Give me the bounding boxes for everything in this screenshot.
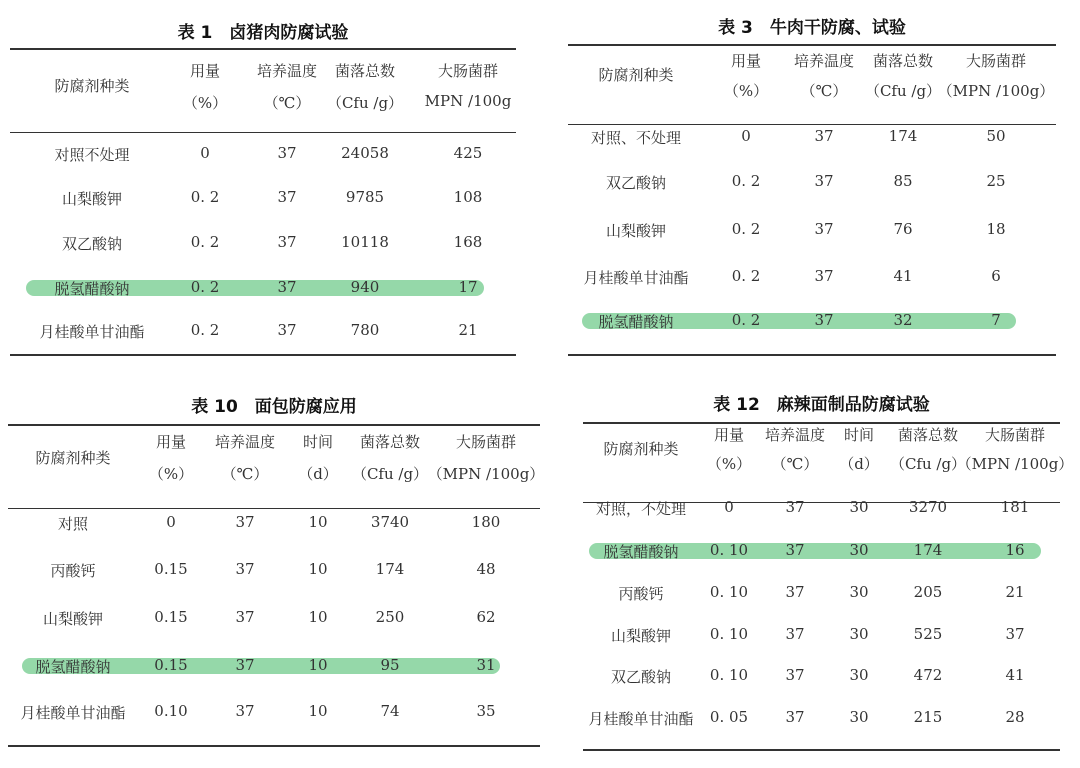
- column-header: （℃）: [221, 465, 269, 483]
- table-cell: 丙酸钙: [50, 562, 96, 580]
- table-cell: 205: [913, 583, 943, 601]
- table-cell: 10: [308, 608, 328, 626]
- table-rule: [583, 749, 1060, 751]
- table-cell: 37: [785, 666, 805, 684]
- table-cell: 0.15: [154, 608, 188, 626]
- table-rule: [8, 508, 540, 509]
- column-header: 培养温度: [256, 62, 318, 80]
- column-header: 菌落总数: [897, 426, 959, 444]
- column-header: （℃）: [263, 94, 311, 112]
- column-header: （d）: [839, 455, 879, 473]
- table-title: 表 3 牛肉干防腐、试验: [718, 18, 906, 38]
- table-cell: 37: [814, 267, 834, 285]
- table-cell: 37: [277, 321, 297, 339]
- table-cell: 37: [785, 498, 805, 516]
- table-1: [10, 14, 516, 358]
- column-header: 时间: [302, 433, 334, 451]
- table-cell: 对照，不处理: [595, 500, 687, 518]
- table-cell: 62: [476, 608, 496, 626]
- column-header: （Cfu /g）: [889, 455, 967, 473]
- table-cell: 41: [893, 267, 913, 285]
- table-cell: 37: [277, 144, 297, 162]
- highlighted-cell: 脱氢醋酸钠: [35, 658, 111, 676]
- table-cell: 双乙酸钠: [61, 235, 123, 253]
- table-cell: 37: [277, 233, 297, 251]
- column-header: 大肠菌群: [455, 433, 517, 451]
- highlighted-cell: 37: [277, 278, 297, 296]
- table-cell: 3740: [370, 513, 410, 531]
- table-cell: 0. 10: [709, 625, 749, 643]
- table-cell: 对照: [57, 515, 89, 533]
- table-cell: 30: [849, 583, 869, 601]
- table-cell: 0. 2: [731, 172, 761, 190]
- column-header: 培养温度: [764, 426, 826, 444]
- table-12: [583, 390, 1074, 753]
- table-cell: 0. 2: [190, 233, 220, 251]
- table-cell: 0.15: [154, 560, 188, 578]
- table-cell: 对照不处理: [54, 146, 130, 164]
- highlighted-cell: 174: [913, 541, 943, 559]
- table-cell: 181: [1000, 498, 1030, 516]
- table-cell: 0. 2: [190, 188, 220, 206]
- table-cell: 35: [476, 702, 496, 720]
- table-cell: 山梨酸钾: [61, 190, 123, 208]
- table-cell: 85: [893, 172, 913, 190]
- highlighted-cell: 32: [893, 311, 913, 329]
- table-cell: 472: [913, 666, 943, 684]
- table-cell: 37: [235, 560, 255, 578]
- column-header: 时间: [843, 426, 875, 444]
- highlighted-cell: 37: [785, 541, 805, 559]
- table-cell: 37: [277, 188, 297, 206]
- column-header: 防腐剂种类: [603, 440, 679, 458]
- table-rule: [568, 124, 1056, 125]
- table-cell: 37: [235, 513, 255, 531]
- table-cell: 双乙酸钠: [610, 668, 672, 686]
- column-header: 防腐剂种类: [54, 77, 130, 95]
- table-10: [8, 392, 545, 749]
- highlighted-cell: 37: [235, 656, 255, 674]
- column-header: （Cfu /g）: [326, 94, 404, 112]
- column-header: 用量: [189, 62, 221, 80]
- table-cell: 0. 10: [709, 666, 749, 684]
- column-header: 防腐剂种类: [35, 449, 111, 467]
- table-cell: 37: [785, 708, 805, 726]
- column-header: 用量: [730, 52, 762, 70]
- highlighted-cell: 31: [476, 656, 496, 674]
- column-header: （%）: [706, 455, 752, 473]
- table-title: 表 10 面包防腐应用: [191, 397, 357, 417]
- table-cell: 9785: [345, 188, 385, 206]
- table-rule: [10, 48, 516, 50]
- table-cell: 37: [814, 172, 834, 190]
- table-cell: 0: [741, 127, 751, 145]
- table-cell: 0: [166, 513, 176, 531]
- column-header: 培养温度: [793, 52, 855, 70]
- column-header: 培养温度: [214, 433, 276, 451]
- table-rule: [10, 132, 516, 133]
- column-header: 大肠菌群: [437, 62, 499, 80]
- table-cell: 37: [785, 583, 805, 601]
- table-rule: [8, 424, 540, 426]
- column-header: （MPN /100g）: [937, 82, 1055, 100]
- column-header: （℃）: [771, 455, 819, 473]
- column-header: 防腐剂种类: [598, 66, 674, 84]
- table-cell: 174: [888, 127, 918, 145]
- highlighted-cell: 940: [350, 278, 380, 296]
- column-header: （MPN /100g）: [427, 465, 545, 483]
- table-title: 表 12 麻辣面制品防腐试验: [713, 395, 930, 415]
- column-header: 菌落总数: [359, 433, 421, 451]
- highlighted-cell: 脱氢醋酸钠: [54, 280, 130, 298]
- table-cell: 25: [986, 172, 1006, 190]
- table-cell: 21: [1005, 583, 1025, 601]
- table-cell: 10: [308, 560, 328, 578]
- highlighted-cell: 16: [1005, 541, 1025, 559]
- table-cell: 30: [849, 708, 869, 726]
- table-cell: 41: [1005, 666, 1025, 684]
- table-cell: 月桂酸单甘油酯: [583, 269, 689, 287]
- table-3: [568, 10, 1056, 358]
- column-header: （%）: [148, 465, 194, 483]
- table-rule: [568, 354, 1056, 356]
- highlighted-cell: 17: [458, 278, 478, 296]
- table-cell: 37: [814, 220, 834, 238]
- table-cell: 74: [380, 702, 400, 720]
- table-cell: 37: [1005, 625, 1025, 643]
- column-header: （Cfu /g）: [351, 465, 429, 483]
- table-rule: [8, 745, 540, 747]
- table-cell: 30: [849, 498, 869, 516]
- table-cell: 18: [986, 220, 1006, 238]
- table-cell: 780: [350, 321, 380, 339]
- table-cell: 月桂酸单甘油酯: [588, 710, 694, 728]
- table-cell: 0. 05: [709, 708, 749, 726]
- table-cell: 山梨酸钾: [610, 627, 672, 645]
- table-title: 表 1 卤猪肉防腐试验: [177, 23, 349, 43]
- column-header: （Cfu /g）: [864, 82, 942, 100]
- table-cell: 21: [458, 321, 478, 339]
- table-cell: 0: [724, 498, 734, 516]
- table-rule: [10, 354, 516, 356]
- table-cell: 山梨酸钾: [42, 610, 104, 628]
- highlighted-cell: 0. 10: [709, 541, 749, 559]
- table-cell: 10118: [341, 233, 389, 251]
- table-cell: 0. 2: [731, 220, 761, 238]
- column-header: （d）: [298, 465, 338, 483]
- highlighted-cell: 10: [308, 656, 328, 674]
- table-cell: 对照、不处理: [590, 129, 682, 147]
- highlighted-cell: 脱氢醋酸钠: [603, 543, 679, 561]
- table-cell: 10: [308, 513, 328, 531]
- table-cell: 0. 2: [190, 321, 220, 339]
- highlighted-cell: 脱氢醋酸钠: [598, 313, 674, 331]
- highlighted-cell: 95: [380, 656, 400, 674]
- table-cell: 215: [913, 708, 943, 726]
- table-cell: 双乙酸钠: [605, 174, 667, 192]
- column-header: （%）: [182, 94, 228, 112]
- table-cell: 525: [913, 625, 943, 643]
- table-cell: 50: [986, 127, 1006, 145]
- highlighted-cell: 7: [991, 311, 1001, 329]
- table-cell: 0. 2: [731, 267, 761, 285]
- table-cell: 37: [785, 625, 805, 643]
- table-cell: 250: [375, 608, 405, 626]
- table-cell: 月桂酸单甘油酯: [39, 323, 145, 341]
- table-cell: 10: [308, 702, 328, 720]
- table-rule: [568, 44, 1056, 46]
- table-cell: 0: [200, 144, 210, 162]
- table-cell: 425: [453, 144, 483, 162]
- table-cell: 丙酸钙: [618, 585, 664, 603]
- table-cell: 月桂酸单甘油酯: [20, 704, 126, 722]
- column-header: 大肠菌群: [965, 52, 1027, 70]
- table-cell: 28: [1005, 708, 1025, 726]
- table-cell: 37: [235, 608, 255, 626]
- table-cell: 180: [471, 513, 501, 531]
- table-cell: 30: [849, 625, 869, 643]
- column-header: （MPN /100g）: [956, 455, 1074, 473]
- table-cell: 30: [849, 666, 869, 684]
- column-header: MPN /100g: [424, 92, 512, 110]
- table-cell: 山梨酸钾: [605, 222, 667, 240]
- highlighted-cell: 30: [849, 541, 869, 559]
- column-header: 用量: [155, 433, 187, 451]
- table-cell: 108: [453, 188, 483, 206]
- column-header: 菌落总数: [872, 52, 934, 70]
- column-header: 大肠菌群: [984, 426, 1046, 444]
- table-cell: 3270: [908, 498, 948, 516]
- table-cell: 37: [235, 702, 255, 720]
- table-cell: 37: [814, 127, 834, 145]
- table-cell: 24058: [341, 144, 389, 162]
- column-header: 用量: [713, 426, 745, 444]
- table-cell: 168: [453, 233, 483, 251]
- table-cell: 0. 10: [709, 583, 749, 601]
- column-header: 菌落总数: [334, 62, 396, 80]
- highlighted-cell: 0. 2: [190, 278, 220, 296]
- column-header: （%）: [723, 82, 769, 100]
- table-cell: 6: [991, 267, 1001, 285]
- highlighted-cell: 0.15: [154, 656, 188, 674]
- column-header: （℃）: [800, 82, 848, 100]
- highlighted-cell: 37: [814, 311, 834, 329]
- table-cell: 0.10: [154, 702, 188, 720]
- table-cell: 48: [476, 560, 496, 578]
- table-cell: 76: [893, 220, 913, 238]
- highlighted-cell: 0. 2: [731, 311, 761, 329]
- table-cell: 174: [375, 560, 405, 578]
